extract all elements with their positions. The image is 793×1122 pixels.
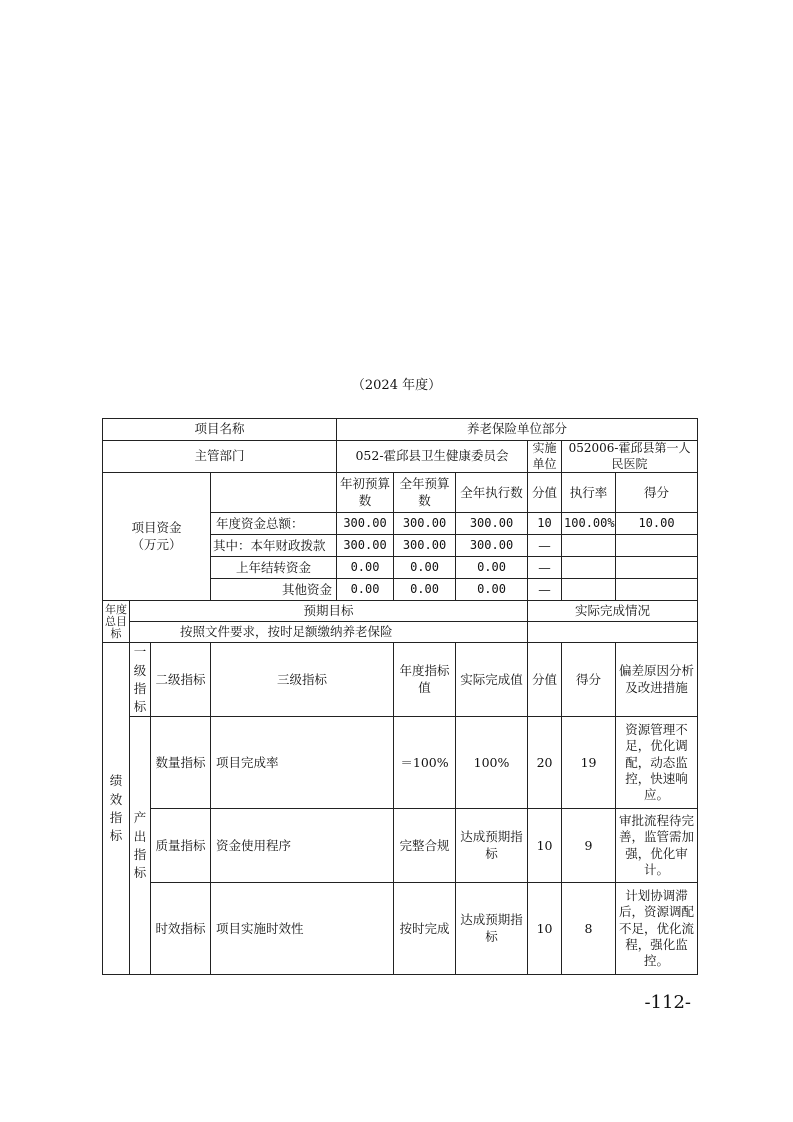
row-goals-content — [103, 622, 698, 643]
funds-row-executed: 0.00 — [456, 557, 528, 579]
funds-row-full: 300.00 — [394, 535, 456, 557]
funds-row-weight: — — [528, 579, 562, 601]
funds-row-weight: 10 — [528, 513, 562, 535]
indicator-level2: 质量指标 — [151, 809, 211, 883]
funds-row-score — [616, 535, 698, 557]
funds-row-rate — [562, 579, 616, 601]
indicator-score: 8 — [562, 883, 616, 975]
funds-label-line1: 项目资金 — [131, 520, 182, 536]
funds-label — [103, 473, 211, 601]
funds-row-initial: 300.00 — [337, 535, 394, 557]
impl-unit-value: 052006-霍邱县第一人民医院 — [562, 441, 698, 473]
header-level2: 二级指标 — [151, 643, 211, 717]
indicator-level2: 数量指标 — [151, 717, 211, 809]
indicator-actual: 100% — [456, 717, 528, 809]
funds-row-score — [616, 557, 698, 579]
row-department — [103, 441, 698, 473]
header-score-weight: 分值 — [528, 473, 562, 513]
indicator-level3: 资金使用程序 — [211, 809, 394, 883]
project-name-label: 项目名称 — [103, 419, 337, 441]
dept-value: 052-霍邱县卫生健康委员会 — [337, 441, 528, 473]
funds-row-weight: — — [528, 557, 562, 579]
header-target: 年度指标值 — [394, 643, 456, 717]
funds-row-score: 10.00 — [616, 513, 698, 535]
header-actual: 实际完成值 — [456, 643, 528, 717]
funds-row-rate — [562, 535, 616, 557]
indicator-score: 19 — [562, 717, 616, 809]
indicator-row — [103, 809, 698, 883]
funds-header-blank — [211, 473, 337, 513]
header-level1: 一级指标 — [130, 643, 151, 717]
annual-goal-side-label: 年度总目标 — [103, 601, 130, 643]
header-weight: 分值 — [528, 643, 562, 717]
funds-label-line2: （万元） — [131, 536, 182, 552]
indicator-target: ＝100% — [394, 717, 456, 809]
row-funds-header — [103, 473, 698, 513]
performance-table — [102, 418, 698, 975]
indicator-reason: 计划协调滞后，资源调配不足，优化流程，强化监控。 — [616, 883, 698, 975]
indicator-level3: 项目实施时效性 — [211, 883, 394, 975]
funds-row-label: 其他资金 — [211, 579, 337, 601]
indicator-weight: 20 — [528, 717, 562, 809]
funds-row-executed: 0.00 — [456, 579, 528, 601]
funds-row-weight: — — [528, 535, 562, 557]
indicator-row — [103, 883, 698, 975]
indicator-weight: 10 — [528, 809, 562, 883]
funds-row-label: 上年结转资金 — [211, 557, 337, 579]
funds-row-rate — [562, 557, 616, 579]
funds-row-executed: 300.00 — [456, 535, 528, 557]
indicator-target: 按时完成 — [394, 883, 456, 975]
funds-row-score — [616, 579, 698, 601]
goals-actual-text — [528, 622, 698, 643]
indicator-actual: 达成预期指标 — [456, 809, 528, 883]
goals-expected-label: 预期目标 — [130, 601, 528, 622]
indicator-reason: 审批流程待完善，监管需加强，优化审计。 — [616, 809, 698, 883]
level1-output-label: 产出指标 — [130, 717, 151, 975]
performance-indicators-side-label: 绩效指标 — [103, 643, 130, 975]
header-rate: 执行率 — [562, 473, 616, 513]
funds-row-full: 300.00 — [394, 513, 456, 535]
funds-row-full: 0.00 — [394, 557, 456, 579]
dept-label: 主管部门 — [103, 441, 337, 473]
indicator-level3: 项目完成率 — [211, 717, 394, 809]
year-label: （2024 年度） — [351, 378, 442, 393]
funds-row-initial: 0.00 — [337, 557, 394, 579]
impl-unit-label: 实施单位 — [528, 441, 562, 473]
goals-actual-label: 实际完成情况 — [528, 601, 698, 622]
funds-row-initial: 0.00 — [337, 579, 394, 601]
project-name-value: 养老保险单位部分 — [337, 419, 698, 441]
header-score: 得分 — [616, 473, 698, 513]
indicator-target: 完整合规 — [394, 809, 456, 883]
funds-row-rate: 100.00% — [562, 513, 616, 535]
header-reason: 偏差原因分析及改进措施 — [616, 643, 698, 717]
header-full-budget: 全年预算数 — [394, 473, 456, 513]
row-indicators-header — [103, 643, 698, 717]
row-project-name — [103, 419, 698, 441]
indicator-row — [103, 717, 698, 809]
indicator-weight: 10 — [528, 883, 562, 975]
funds-row-label: 其中：本年财政拨款 — [211, 535, 337, 557]
indicator-level2: 时效指标 — [151, 883, 211, 975]
indicator-actual: 达成预期指标 — [456, 883, 528, 975]
goals-expected-text: 按照文件要求，按时足额缴纳养老保险 — [130, 622, 528, 643]
funds-row-full: 0.00 — [394, 579, 456, 601]
header-initial-budget: 年初预算数 — [337, 473, 394, 513]
header-executed: 全年执行数 — [456, 473, 528, 513]
row-goals-header — [103, 601, 698, 622]
indicator-reason: 资源管理不足，优化调配，动态监控，快速响应。 — [616, 717, 698, 809]
funds-row-executed: 300.00 — [456, 513, 528, 535]
indicator-score: 9 — [562, 809, 616, 883]
header-level3: 三级指标 — [211, 643, 394, 717]
header-indicator-score: 得分 — [562, 643, 616, 717]
funds-row-label: 年度资金总额： — [211, 513, 337, 535]
page-number: -112- — [644, 992, 691, 1013]
funds-row-initial: 300.00 — [337, 513, 394, 535]
